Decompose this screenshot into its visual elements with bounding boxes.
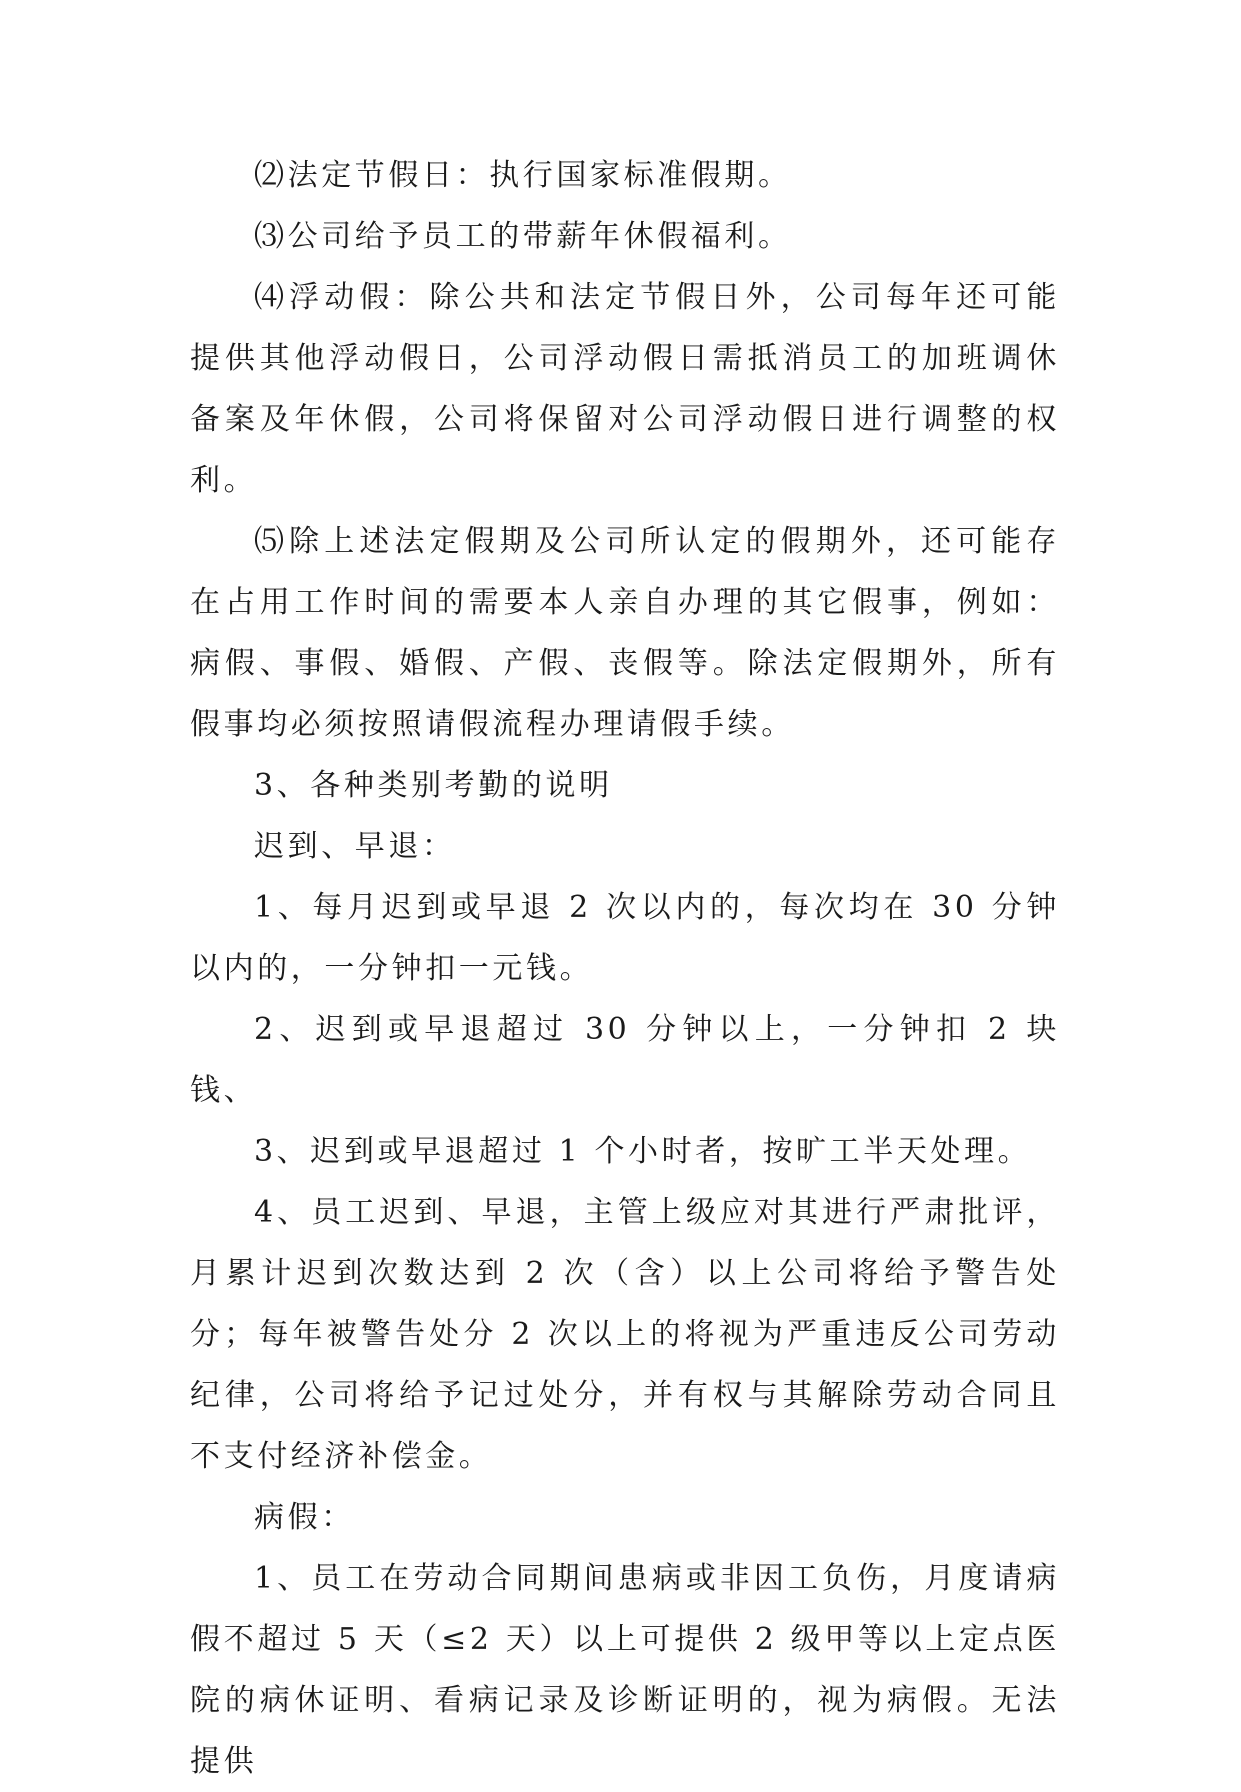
paragraph-late-rule-4: 4、员工迟到、早退，主管上级应对其进行严肃批评，月累计迟到次数达到 2 次（含）以上公司将给予警告处分；每年被警告处分 2 次以上的将视为严重违反公司劳动纪律，公司将给予记过处分，并有权与其解除劳动合同且不支付经济补偿金。 <box>190 1195 1060 1474</box>
paragraph-late-rule-2: 2、迟到或早退超过 30 分钟以上，一分钟扣 2 块钱、 <box>190 1012 1060 1108</box>
document-page <box>190 145 1060 1792</box>
subheading-sick-leave: 病假： <box>254 1500 355 1535</box>
paragraph-statutory-holidays: ⑵法定节假日：执行国家标准假期。 <box>254 158 792 193</box>
paragraph-other-leave: ⑸除上述法定假期及公司所认定的假期外，还可能存在占用工作时间的需要本人亲自办理的其它假事，例如：病假、事假、婚假、产假、丧假等。除法定假期外，所有假事均必须按照请假流程办理请假手续。 <box>190 524 1060 742</box>
paragraph-paid-annual-leave: ⑶公司给予员工的带薪年休假福利。 <box>254 219 792 254</box>
paragraph-sick-rule-1: 1、员工在劳动合同期间患病或非因工负伤，月度请病假不超过 5 天（≤2 天）以上可提供 2 级甲等以上定点医院的病休证明、看病记录及诊断证明的，视为病假。无法提供 <box>190 1561 1060 1779</box>
paragraph-floating-holidays: ⑷浮动假：除公共和法定节假日外，公司每年还可能提供其他浮动假日，公司浮动假日需抵消员工的加班调休备案及年休假，公司将保留对公司浮动假日进行调整的权利。 <box>190 280 1060 498</box>
paragraph-late-rule-1: 1、每月迟到或早退 2 次以内的，每次均在 30 分钟以内的，一分钟扣一元钱。 <box>190 890 1060 986</box>
section-heading-attendance: 3、各种类别考勤的说明 <box>254 768 613 803</box>
subheading-late-early: 迟到、早退： <box>254 829 456 864</box>
paragraph-late-rule-3: 3、迟到或早退超过 1 个小时者，按旷工半天处理。 <box>254 1134 1032 1169</box>
